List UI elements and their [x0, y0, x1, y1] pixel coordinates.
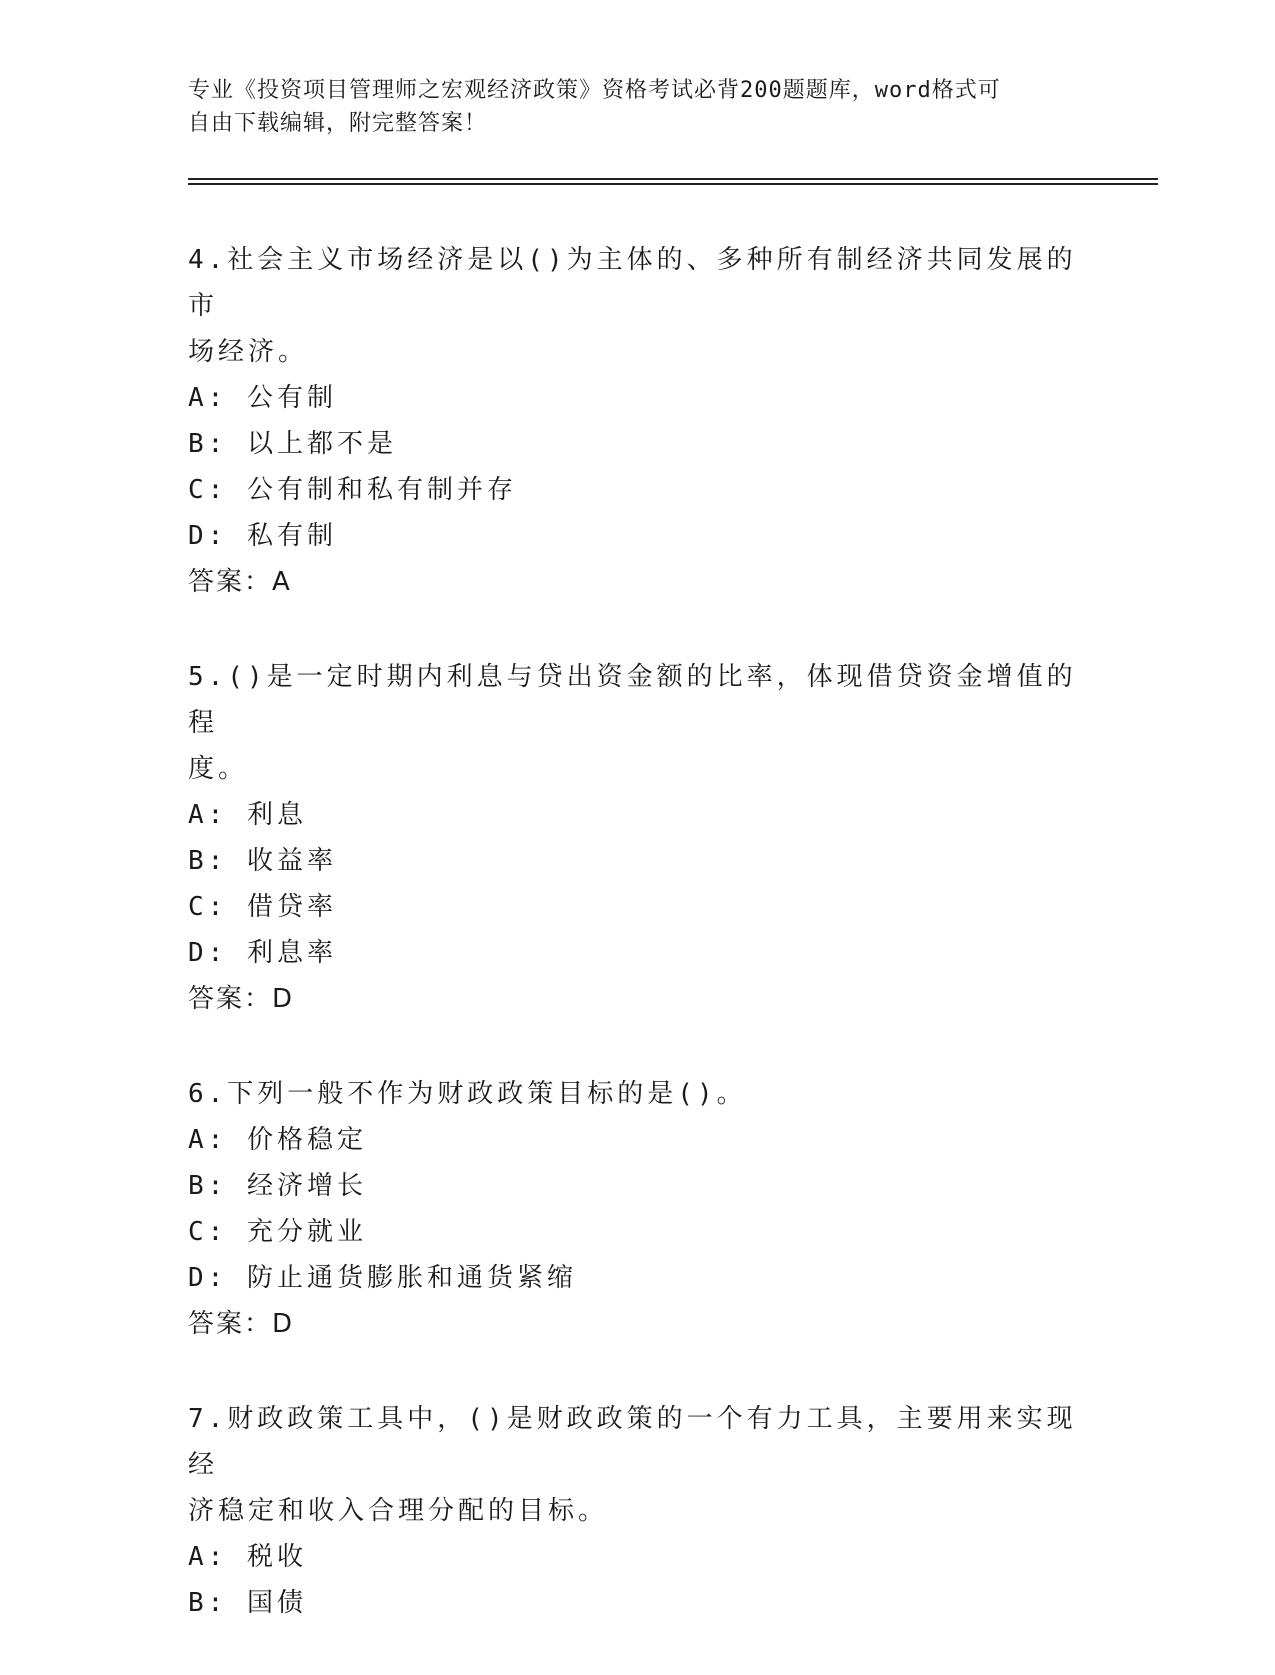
document-header [188, 74, 1088, 140]
question-6 [188, 1071, 1088, 1347]
option-c: C: 借贷率 [188, 892, 337, 922]
question-text: 4.社会主义市场经济是以()为主体的、多种所有制经济共同发展的市 [188, 245, 1077, 321]
option-c: C: 公有制和私有制并存 [188, 475, 517, 505]
question-list [188, 237, 1088, 1675]
option-b: B: 以上都不是 [188, 429, 397, 459]
option-d: D: 防止通货膨胀和通货紧缩 [188, 1263, 577, 1293]
option-b: B: 收益率 [188, 846, 337, 876]
answer: 答案：A [188, 567, 292, 597]
question-text-cont: 场经济。 [188, 337, 309, 367]
question-text: 7.财政政策工具中，()是财政政策的一个有力工具，主要用来实现经 [188, 1404, 1077, 1480]
header-line-1: 专业《投资项目管理师之宏观经济政策》资格考试必背200题题库，word格式可 [188, 78, 1001, 103]
option-d: D: 私有制 [188, 521, 337, 551]
option-a: A: 税收 [188, 1542, 307, 1572]
option-a: A: 利息 [188, 800, 307, 830]
answer: 答案：D [188, 1309, 295, 1339]
question-4 [188, 237, 1088, 605]
header-line-2: 自由下载编辑，附完整答案！ [188, 111, 488, 136]
question-text-cont: 度。 [188, 754, 249, 784]
option-d: D: 利息率 [188, 938, 337, 968]
question-text: 6.下列一般不作为财政政策目标的是()。 [188, 1079, 747, 1109]
option-b: B: 国债 [188, 1588, 307, 1618]
option-a: A: 公有制 [188, 383, 337, 413]
option-a: A: 价格稳定 [188, 1125, 367, 1155]
option-b: B: 经济增长 [188, 1171, 367, 1201]
question-text: 5.()是一定时期内利息与贷出资金额的比率，体现借贷资金增值的程 [188, 662, 1077, 738]
answer: 答案：D [188, 984, 295, 1014]
header-double-rule [188, 178, 1158, 185]
question-7 [188, 1396, 1088, 1626]
question-5 [188, 654, 1088, 1022]
question-text-cont: 济稳定和收入合理分配的目标。 [188, 1496, 609, 1526]
option-c: C: 充分就业 [188, 1217, 367, 1247]
